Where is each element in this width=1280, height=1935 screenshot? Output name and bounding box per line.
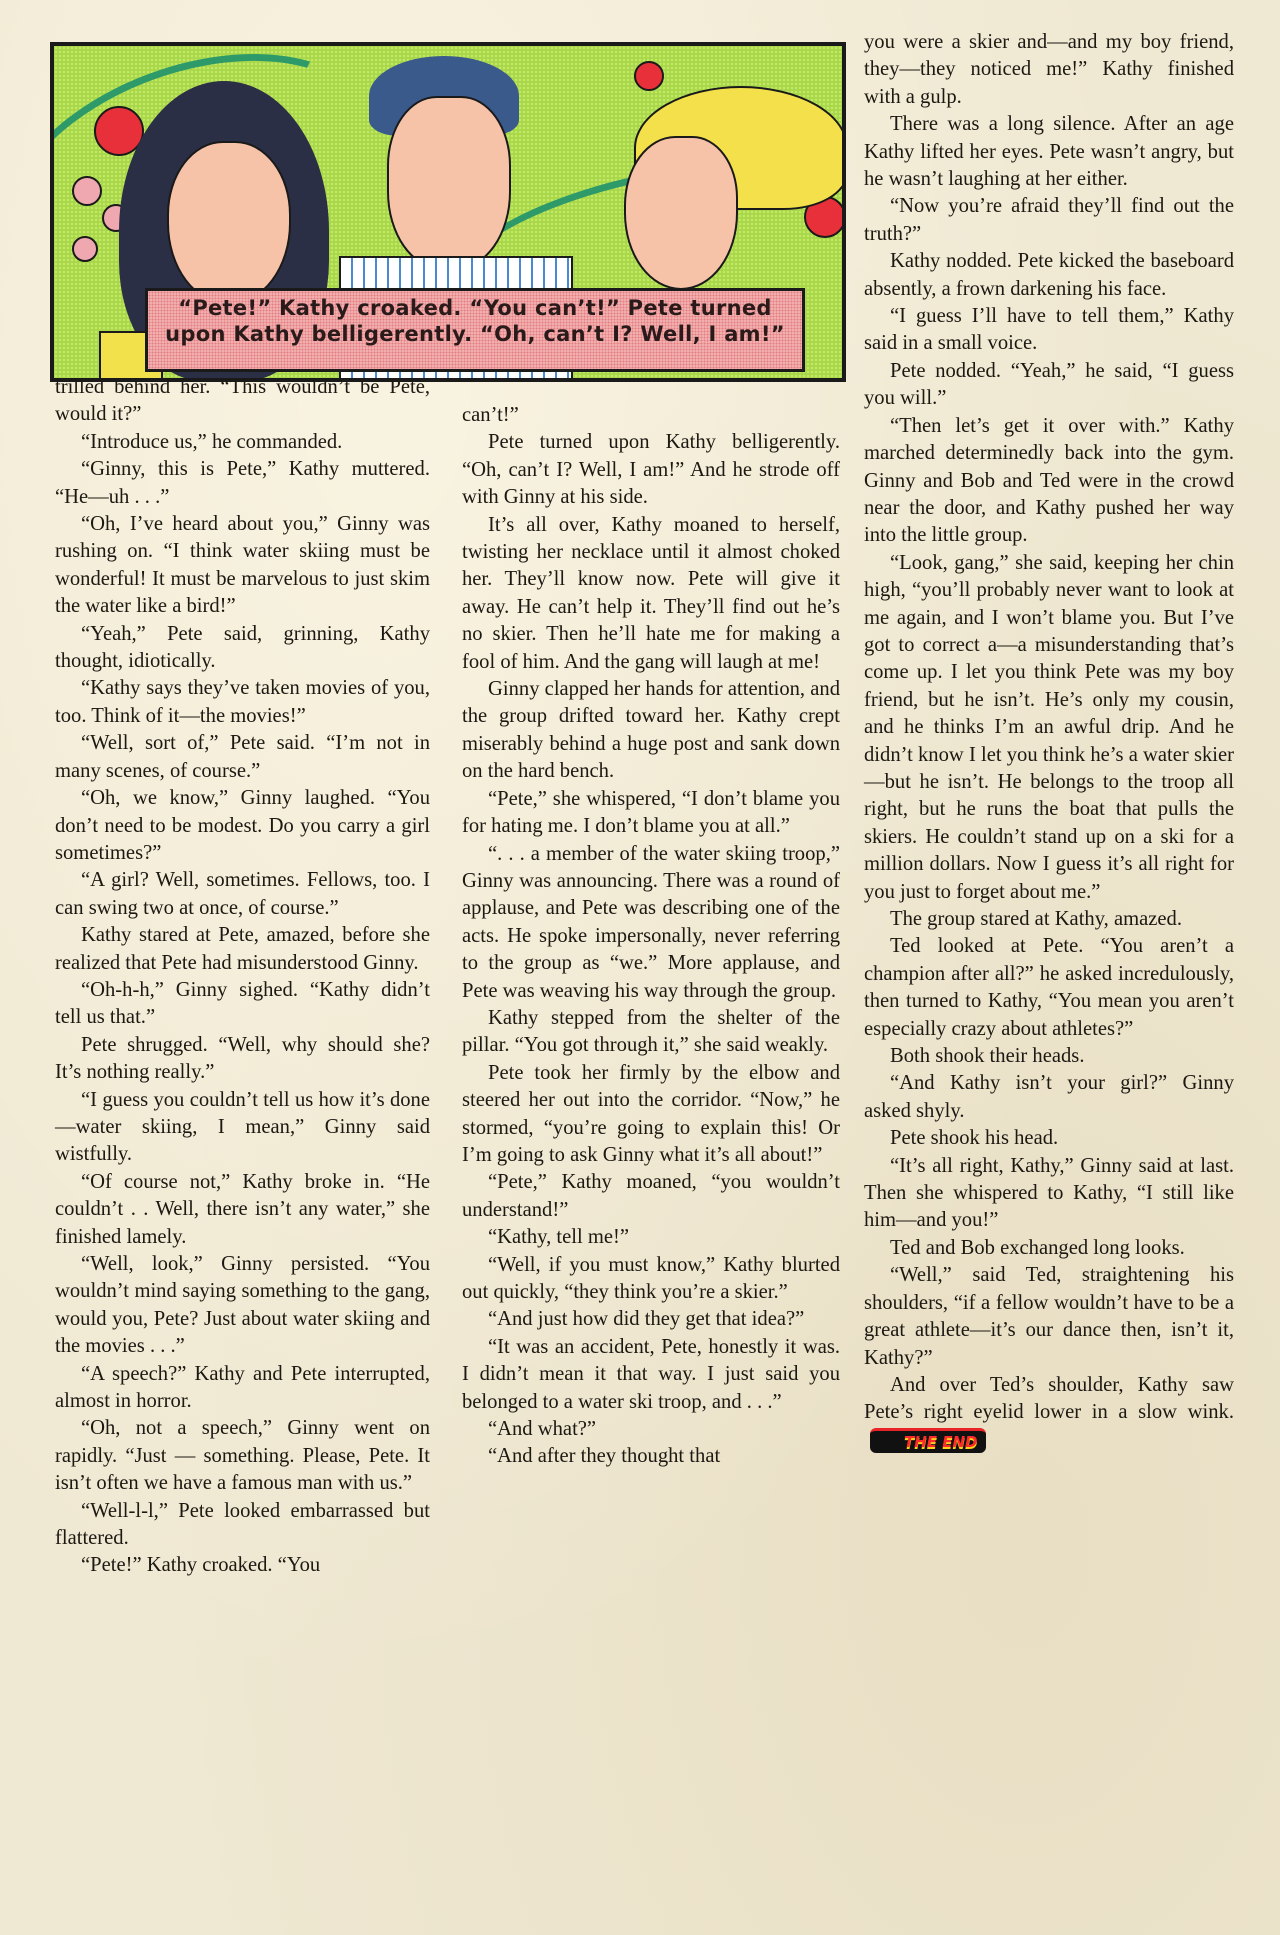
paragraph: “And Kathy isn’t your girl?” Ginny asked shyly.	[864, 1072, 1234, 1122]
paragraph: And over Ted’s shoulder, Kathy saw Pete’s right eyelid lower in a slow wink.THE END	[864, 1373, 1234, 1452]
paragraph: Ted looked at Pete. “You aren’t a champion after all?” he asked incredulously, then turned to Kathy, “You mean you aren’t especially crazy about athletes?”	[864, 935, 1234, 1040]
paragraph: “Pete,” Kathy moaned, “you wouldn’t understand!”	[462, 1171, 840, 1221]
paragraph: “Well, if you must know,” Kathy blurted out quickly, “they think you’re a skier.”	[462, 1253, 840, 1303]
paragraph: “Pete,” she whispered, “I don’t blame you for hating me. I don’t blame you at all.”	[462, 787, 840, 838]
paragraph: “Oh, I’ve heard about you,” Ginny was rushing on. “I think water skiing must be wonderful! It must be marvelous to just skim the water like a bird!”	[55, 513, 430, 618]
paragraph: “Introduce us,” he commanded.	[81, 430, 343, 453]
paragraph: “Yeah,” Pete said, grinning, Kathy thought, idiotically.	[55, 622, 430, 673]
paragraph: Pete turned upon Kathy belligerently. “Oh, can’t I? Well, I am!” And he strode off with Ginny at his side.	[462, 431, 840, 509]
text-column-3	[864, 29, 1234, 1454]
paragraph: The group stared at Kathy, amazed.	[890, 908, 1183, 930]
paragraph: Pete took her firmly by the elbow and steered her out into the corridor. “Now,” he stormed, “you’re going to explain this! Or I’m going to ask Ginny what it’s all about!”	[462, 1061, 840, 1166]
paragraph: “And just how did they get that idea?”	[488, 1308, 805, 1331]
paragraph: “Pete!” Kathy croaked. “You	[81, 1554, 321, 1577]
ginny-face	[624, 136, 738, 290]
paragraph: “It was an accident, Pete, honestly it was. I didn’t mean it that way. I just said you belonged to a water ski troop, and . . .”	[462, 1335, 840, 1413]
paragraph: “And what?”	[488, 1418, 597, 1441]
paragraph: “A speech?” Kathy and Pete interrupted, almost in horror.	[55, 1362, 430, 1413]
paragraph: “. . . a member of the water skiing troop,” Ginny was announcing. There was a round of applause, and Pete was describing one of the acts. He spoke impersonally, never referring to the group as “we.” More applause, and Pete was weaving his way through the group.	[462, 842, 840, 1002]
ornament-pink	[72, 236, 98, 262]
paragraph: “Then let’s get it over with.” Kathy marched determinedly back into the gym. Ginny and Bob and Ted were in the crowd near the door, and Kathy pushed her way into the little group.	[864, 414, 1234, 547]
paragraph: “Well-l-l,” Pete looked embarrassed but flattered.	[55, 1499, 430, 1550]
paragraph: can’t!”	[462, 404, 519, 426]
ornament-pink	[72, 176, 102, 206]
paragraph: “Oh, not a speech,” Ginny went on rapidly. “Just — something. Please, Pete. It isn’t often we have a famous man with us.”	[55, 1417, 430, 1495]
paragraph: “Of course not,” Kathy broke in. “He couldn’t . . Well, there isn’t any water,” she finished lamely.	[55, 1170, 430, 1248]
paragraph: “Well, look,” Ginny persisted. “You wouldn’t mind saying something to the gang, would you, Pete? Just about water skiing and the movies . . .”	[55, 1253, 430, 1358]
paragraph: “I guess you couldn’t tell us how it’s done—water skiing, I mean,” Ginny said wistfully.	[55, 1088, 430, 1166]
paragraph: “It’s all right, Kathy,” Ginny said at last. Then she whispered to Kathy, “I still like him—and you!”	[864, 1154, 1234, 1232]
paragraph: you were a skier and—and my boy friend, they—they noticed me!” Kathy finished with a gulp.	[864, 31, 1234, 108]
paragraph: “Ginny, this is Pete,” Kathy muttered. “He—uh . . .”	[55, 458, 430, 508]
paragraph: trilled behind her. “This wouldn’t be Pete, would it?”	[55, 376, 430, 426]
paragraph: Kathy stepped from the shelter of the pillar. “You got through it,” she said weakly.	[462, 1006, 840, 1057]
paragraph: It’s all over, Kathy moaned to herself, twisting her necklace until it almost choked her. They’ll know now. Pete will give it away. He can’t help it. They’ll find out he’s no skier. Then he’ll hate me for making a fool of him. And the gang will laugh at me!	[462, 513, 840, 673]
panel-caption: “Pete!” Kathy croaked. “You can’t!” Pete turned upon Kathy belligerently. “Oh, can’t I? Well, I am!”	[145, 288, 805, 372]
text-column-1	[55, 374, 430, 1580]
paragraph: Kathy stared at Pete, amazed, before she realized that Pete had misunderstood Ginny.	[55, 924, 430, 974]
paragraph: There was a long silence. After an age Kathy lifted her eyes. Pete wasn’t angry, but he wasn’t laughing at her either.	[864, 113, 1234, 191]
paragraph: “Oh, we know,” Ginny laughed. “You don’t need to be modest. Do you carry a girl sometimes?”	[55, 787, 430, 864]
paragraph: “Kathy, tell me!”	[488, 1226, 630, 1249]
text-column-2	[462, 402, 840, 1471]
paragraph: Pete nodded. “Yeah,” he said, “I guess you will.”	[864, 359, 1234, 410]
paragraph: “I guess I’ll have to tell them,” Kathy said in a small voice.	[864, 305, 1234, 355]
paragraph: Ginny clapped her hands for attention, and the group drifted toward her. Kathy crept miserably behind a huge post and sank down on the hard bench.	[462, 678, 840, 783]
paragraph: “And after they thought that	[488, 1445, 721, 1468]
paragraph: “Oh-h-h,” Ginny sighed. “Kathy didn’t tell us that.”	[55, 978, 430, 1029]
paragraph: Kathy nodded. Pete kicked the baseboard absently, a frown darkening his face.	[864, 250, 1234, 300]
paragraph: “A girl? Well, sometimes. Fellows, too. I can swing two at once, of course.”	[55, 869, 430, 919]
pete-face	[387, 96, 511, 270]
paragraph: Both shook their heads.	[890, 1045, 1085, 1068]
paragraph: Pete shrugged. “Well, why should she? It’s nothing really.”	[55, 1033, 430, 1084]
the-end-badge: THE END	[870, 1428, 986, 1453]
paragraph: “Kathy says they’ve taken movies of you, too. Think of it—the movies!”	[55, 677, 430, 727]
paragraph: “Well, sort of,” Pete said. “I’m not in many scenes, of course.”	[55, 732, 430, 782]
paragraph: Ted and Bob exchanged long looks.	[890, 1236, 1185, 1259]
paragraph: “Well,” said Ted, straightening his shoulders, “if a fellow wouldn’t have to be a great athlete—it’s our dance then, isn’t it, Kathy?”	[864, 1264, 1234, 1369]
kathy-face	[167, 141, 291, 305]
paragraph: “Now you’re afraid they’ll find out the truth?”	[864, 195, 1234, 245]
paragraph: Pete shook his head.	[890, 1127, 1059, 1150]
paragraph: “Look, gang,” she said, keeping her chin high, “you’ll probably never want to look at me again, and I won’t blame you. But I’ve got to correct a—a misunderstanding that’s come up. I let you think Pete was my boy friend, but he isn’t. He’s only my cousin, and he thinks I’m an awful drip. And he didn’t know I let you think he’s a water skier—but he isn’t. He belongs to the troop all right, but he runs the boat that pulls the skiers. He couldn’t stand up on a ski for a million dollars. Now I guess it’s all right for you just to forget about me.”	[864, 551, 1234, 903]
